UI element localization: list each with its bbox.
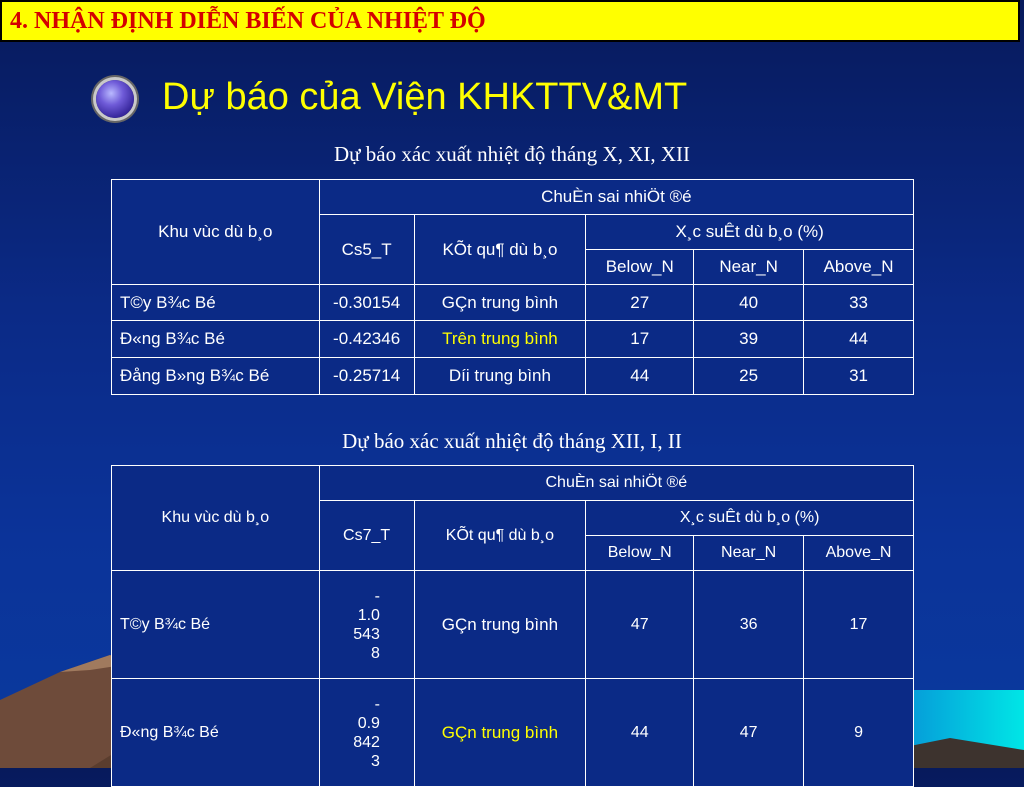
cs-value: [353, 695, 380, 771]
cs-part: 3: [371, 752, 380, 770]
below-cell: 44: [586, 358, 694, 395]
near-cell: 47: [694, 679, 804, 787]
region-cell: Đ«ng B¾c Bé: [112, 679, 320, 787]
cs-cell: [319, 571, 414, 679]
result-cell: GÇn trung bình: [414, 285, 586, 321]
header-above: Above_N: [804, 536, 914, 571]
forecast-table-1: [111, 179, 914, 395]
page-heading: Dự báo của Viện KHKTTV&MT: [162, 76, 688, 118]
result-cell: Díi trung bình: [414, 358, 586, 395]
section-banner: [0, 0, 1020, 42]
cs-value: [353, 587, 380, 663]
cs-cell: -0.30154: [319, 285, 414, 321]
above-cell: 17: [804, 571, 914, 679]
near-cell: 39: [694, 321, 804, 358]
table-row: [112, 285, 914, 321]
cs-part: 842: [353, 733, 380, 751]
near-cell: 40: [694, 285, 804, 321]
region-cell: T©y B¾c Bé: [112, 285, 320, 321]
region-cell: Đ«ng B¾c Bé: [112, 321, 320, 358]
near-cell: 36: [694, 571, 804, 679]
table1-caption: Dự báo xác xuất nhiệt độ tháng X, XI, XII: [333, 142, 691, 166]
above-cell: 44: [804, 321, 914, 358]
cs-part: 8: [371, 644, 380, 662]
result-cell: GÇn trung bình: [414, 679, 586, 787]
header-near: Near_N: [694, 250, 804, 285]
above-cell: 31: [804, 358, 914, 395]
region-cell: T©y B¾c Bé: [112, 571, 320, 679]
cs-part: 543: [353, 625, 380, 643]
section-title: 4. NHẬN ĐỊNH DIỄN BIẾN CỦA NHIỆT ĐỘ: [10, 8, 486, 34]
header-below: Below_N: [586, 536, 694, 571]
header-probability: X¸c suÊt dù b¸o (%): [586, 501, 914, 536]
below-cell: 27: [586, 285, 694, 321]
table-row: [112, 321, 914, 358]
result-cell: Trên trung bình: [414, 321, 586, 358]
below-cell: 47: [586, 571, 694, 679]
below-cell: 44: [586, 679, 694, 787]
header-probability: X¸c suÊt dù b¸o (%): [586, 215, 914, 250]
cs-part: -: [374, 587, 380, 605]
cs-part: 1.0: [357, 606, 380, 624]
cs-cell: -0.25714: [319, 358, 414, 395]
header-cs: Cs7_T: [319, 501, 414, 571]
header-above: Above_N: [804, 250, 914, 285]
header-result: KÕt qu¶ dù b¸o: [414, 501, 586, 571]
region-cell: Đång B»ng B¾c Bé: [112, 358, 320, 395]
cs-part: 0.9: [357, 714, 380, 732]
header-group: ChuÈn sai nhiÖt ®é: [319, 180, 913, 215]
cs-cell: [319, 679, 414, 787]
header-cs: Cs5_T: [319, 215, 414, 285]
below-cell: 17: [586, 321, 694, 358]
header-near: Near_N: [694, 536, 804, 571]
header-result: KÕt qu¶ dù b¸o: [414, 215, 586, 285]
table-row: [112, 571, 914, 679]
table2-caption: Dự báo xác xuất nhiệt độ tháng XII, I, II: [342, 429, 682, 453]
header-region: Khu vùc dù b¸o: [112, 180, 320, 285]
header-below: Below_N: [586, 250, 694, 285]
bullet-icon: [96, 80, 134, 118]
forecast-table-2: [111, 465, 914, 787]
header-region: Khu vùc dù b¸o: [112, 466, 320, 571]
table-row: [112, 679, 914, 787]
above-cell: 33: [804, 285, 914, 321]
cs-cell: -0.42346: [319, 321, 414, 358]
table-row: [112, 358, 914, 395]
header-group: ChuÈn sai nhiÖt ®é: [319, 466, 913, 501]
cs-part: -: [374, 695, 380, 713]
near-cell: 25: [694, 358, 804, 395]
result-cell: GÇn trung bình: [414, 571, 586, 679]
above-cell: 9: [804, 679, 914, 787]
